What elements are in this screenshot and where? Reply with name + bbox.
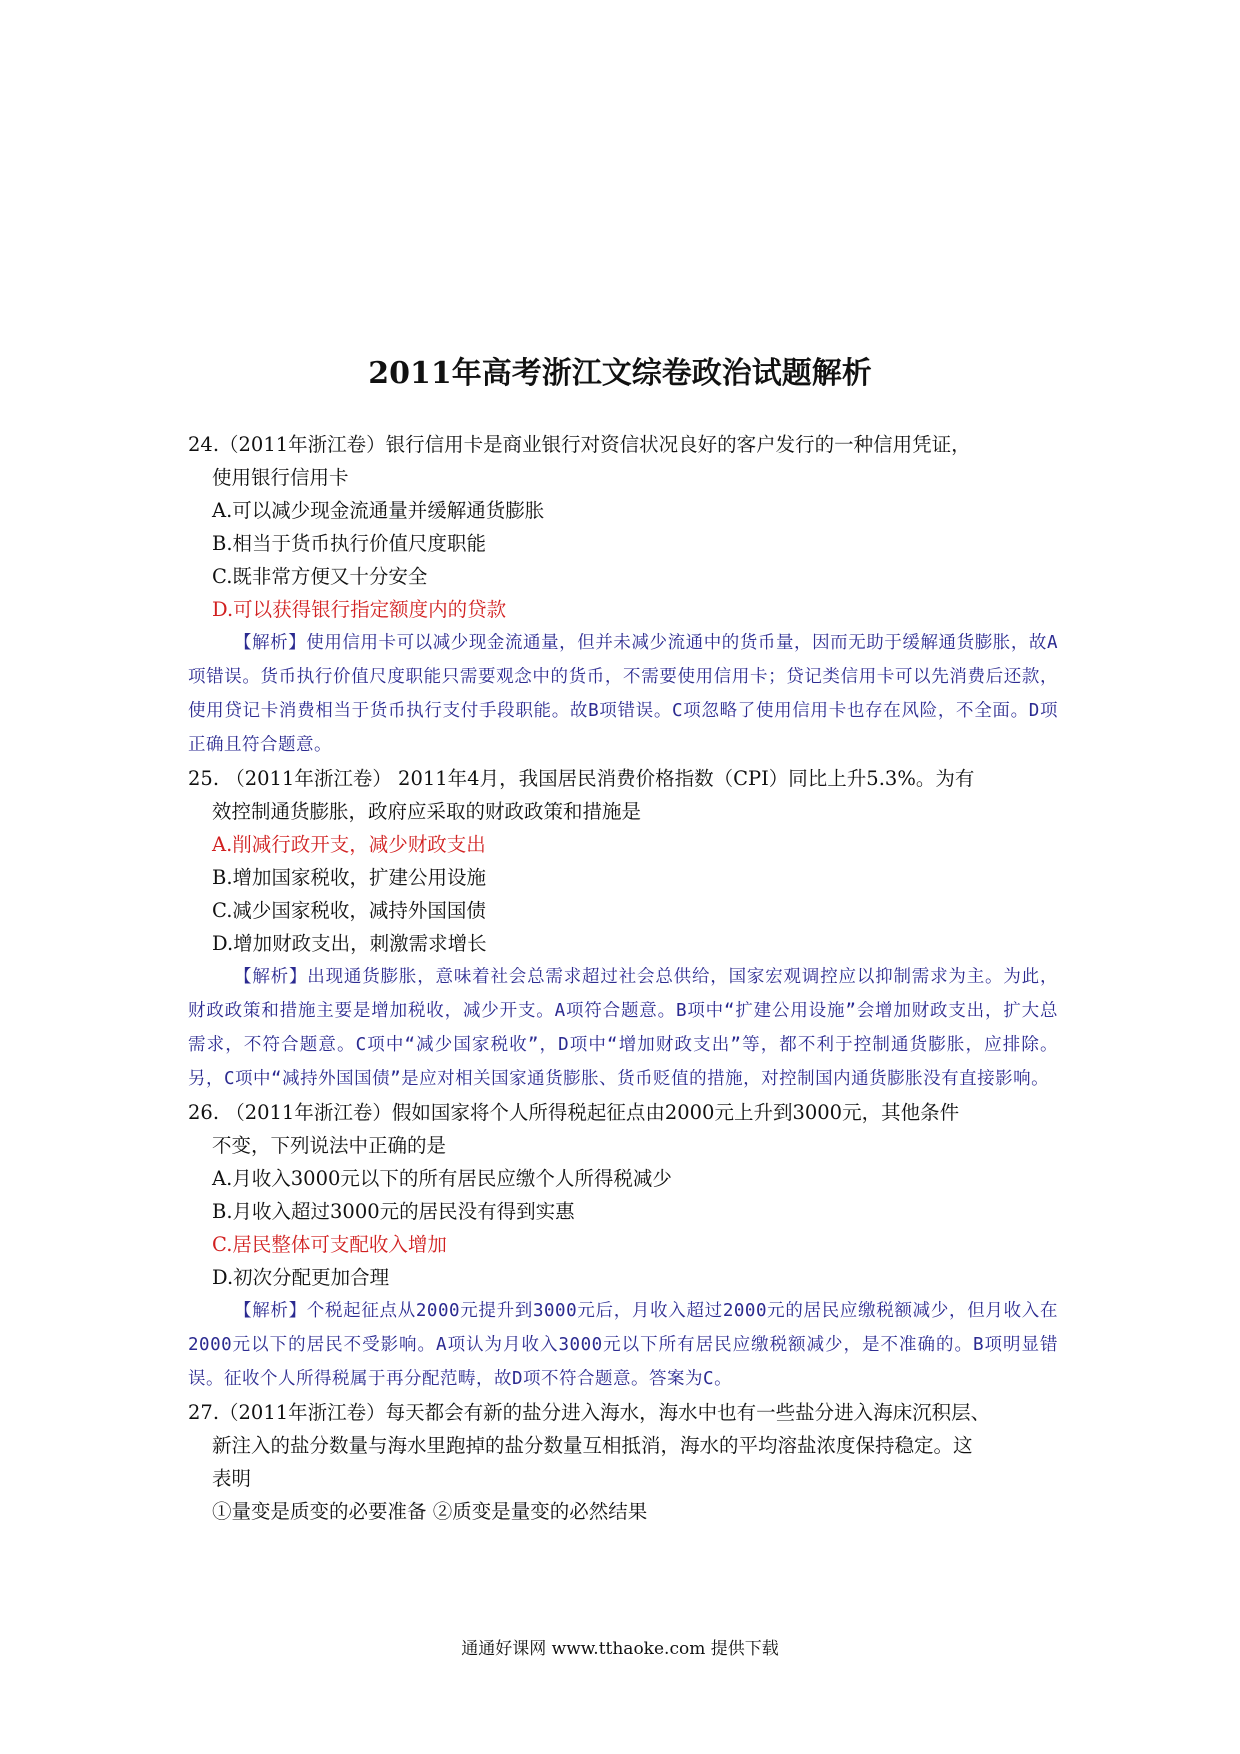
option-d: D.增加财政支出，刺激需求增长 [212,932,487,955]
question-27 [188,1396,1058,1495]
question-stem-cont-2: 表明 [212,1467,252,1490]
page-title: 2011年高考浙江文综卷政治试题解析 [368,356,872,391]
question-stem: 25. （2011年浙江卷） 2011年4月，我国居民消费价格指数（CPI）同比上升5.3%。为有 [188,767,975,790]
page-footer: 通通好课网 www.tthaoke.com 提供下载 [461,1639,779,1659]
question-stem-cont: 效控制通货膨胀，政府应采取的财政政策和措施是 [212,800,642,823]
option-c: C.减少国家税收，减持外国国债 [212,899,486,922]
question-25 [188,762,1058,828]
question-stem: 26. （2011年浙江卷）假如国家将个人所得税起征点由2000元上升到3000元，其他条件 [188,1101,960,1124]
question-stem-cont: 不变，下列说法中正确的是 [212,1134,447,1157]
option-b: B.相当于货币执行价值尺度职能 [212,532,487,555]
option-b: B.增加国家税收，扩建公用设施 [212,866,487,889]
option-a: A.可以减少现金流通量并缓解通货膨胀 [212,499,545,522]
explanation-tag: 【解析】 [234,967,308,987]
question-24 [188,428,1058,494]
question-list [188,428,1058,1528]
question-stem-cont: 新注入的盐分数量与海水里跑掉的盐分数量互相抵消，海水的平均溶盐浓度保持稳定。这 [212,1434,973,1457]
explanation [188,960,1058,1096]
question-stem: 24.（2011年浙江卷）银行信用卡是商业银行对资信状况良好的客户发行的一种信用凭证， [188,433,971,456]
option-a: A.月收入3000元以下的所有居民应缴个人所得税减少 [212,1167,672,1190]
option-d: D.初次分配更加合理 [212,1266,390,1289]
option-a-correct: A.削减行政开支，减少财政支出 [212,833,486,856]
question-stem: 27.（2011年浙江卷）每天都会有新的盐分进入海水，海水中也有一些盐分进入海床沉积层、 [188,1401,991,1424]
explanation-tag: 【解析】 [234,1301,307,1321]
option-c-correct: C.居民整体可支配收入增加 [212,1233,447,1256]
explanation-text: 个税起征点从2000元提升到3000元后，月收入超过2000元的居民应缴税额减少，但月收入在2000元以下的居民不受影响。A项认为月收入3000元以下所有居民应缴税额减少，是不准确的。B项明显错误。征收个人所得税属于再分配范畴，故D项不符合题意。答案为C。 [188,1301,1058,1389]
question-26 [188,1096,1058,1162]
question-stem-cont: 使用银行信用卡 [212,466,349,489]
option-d-correct: D.可以获得银行指定额度内的贷款 [212,598,507,621]
explanation [188,626,1058,762]
explanation-tag: 【解析】 [234,633,307,653]
explanation-text: 出现通货膨胀，意味着社会总需求超过社会总供给，国家宏观调控应以抑制需求为主。为此，财政政策和措施主要是增加税收，减少开支。A项符合题意。B项中“扩建公用设施”会增加财政支出，扩大总需求，不符合题意。C项中“减少国家税收”，D项中“增加财政支出”等，都不利于控制通货膨胀，应排除。另，C项中“减持外国国债”是应对相关国家通货膨胀、货币贬值的措施，对控制国内通货膨胀没有直接影响。 [188,967,1059,1089]
sub-statements: ①量变是质变的必要准备 ②质变是量变的必然结果 [212,1500,648,1523]
option-b: B.月收入超过3000元的居民没有得到实惠 [212,1200,575,1223]
option-c: C.既非常方便又十分安全 [212,565,428,588]
explanation-text: 使用信用卡可以减少现金流通量，但并未减少流通中的货币量，因而无助于缓解通货膨胀，故A项错误。货币执行价值尺度职能只需要观念中的货币，不需要使用信用卡；贷记类信用卡可以先消费后还款，使用贷记卡消费相当于货币执行支付手段职能。故B项错误。C项忽略了使用信用卡也存在风险，不全面。D项正确且符合题意。 [188,633,1058,755]
explanation [188,1294,1058,1396]
